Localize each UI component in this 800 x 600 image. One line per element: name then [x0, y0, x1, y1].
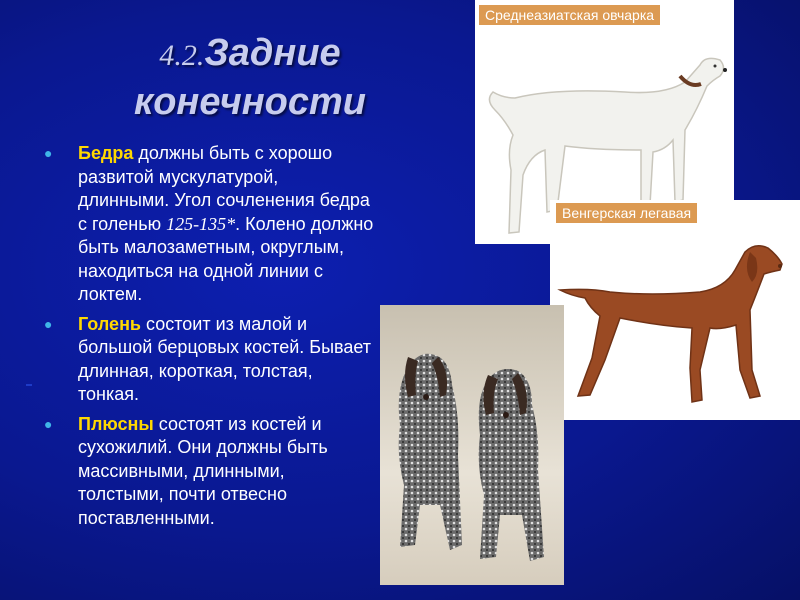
bullet-text-metatarsus: состоят из костей и сухожилий. Они должны быть массивными, длинными, толстыми, почти отвесно поставленными.	[78, 413, 328, 528]
bullet-item-metatarsus	[44, 413, 374, 531]
slide-title	[100, 30, 400, 125]
caption-hungarian-vizsla: Венгерская легавая	[556, 203, 697, 223]
photo-hungarian-vizsla	[550, 200, 800, 420]
bullet-item-shin	[44, 313, 374, 407]
keyword-hips: Бедра	[78, 143, 134, 163]
photo-two-pointers	[380, 305, 564, 585]
bullet-text-hips-1: должны быть с хорошо развитой мускулатурой, длинными. Угол сочленения бедра с голенью	[78, 143, 370, 234]
title-text: Задние конечности	[133, 32, 367, 123]
keyword-shin: Голень	[78, 313, 141, 334]
bullet-text-shin: состоит из малой и большой берцовых костей. Бывает длинная, короткая, толстая, тонкая.	[78, 313, 372, 404]
bullet-dot-icon: ●	[44, 415, 53, 432]
shepherd-nose	[723, 68, 727, 72]
angle-value: 125-135*	[166, 213, 236, 234]
left-dog-nose	[423, 394, 429, 400]
bullet-list	[44, 142, 374, 536]
title-number: 4.2.	[159, 39, 205, 72]
bullet-item-hips	[44, 142, 374, 307]
bullet-dot-icon: ●	[44, 315, 53, 332]
slide-marker	[26, 384, 32, 386]
keyword-metatarsus: Плюсны	[78, 413, 154, 434]
right-dog-nose	[503, 412, 509, 418]
vizsla-dog-image	[550, 200, 800, 420]
caption-central-asian-shepherd: Среднеазиатская овчарка	[479, 5, 660, 25]
bullet-dot-icon: ●	[44, 145, 53, 161]
vizsla-nose	[778, 264, 782, 268]
shepherd-eye	[714, 65, 717, 68]
bullet-text-hips-2: . Колено должно быть малозаметным, округлым, находиться на одной линии с локтем.	[78, 213, 374, 304]
two-dogs-image	[380, 305, 564, 585]
